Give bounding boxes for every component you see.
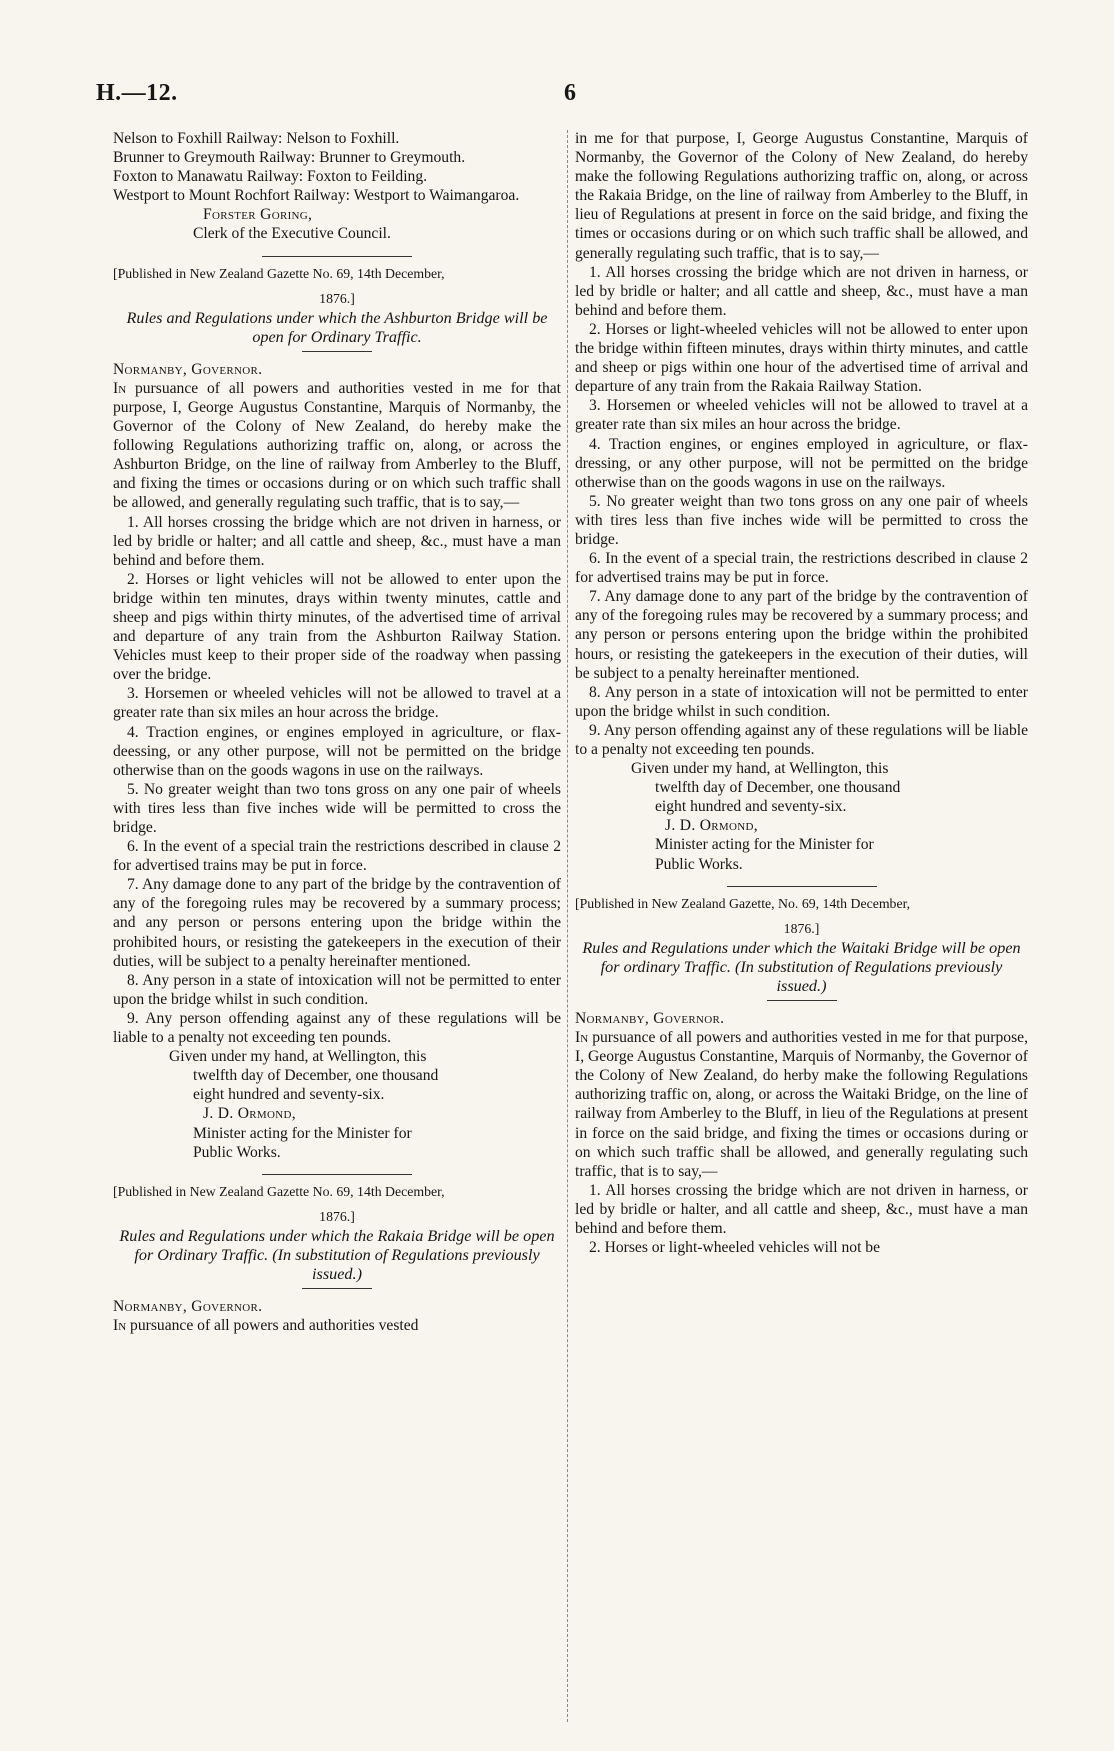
- publication-year: 1876.]: [319, 1208, 355, 1224]
- preamble-text: pursuance of all powers and authorities vested: [126, 1317, 419, 1335]
- given-line: eight hundred and seventy-six.: [655, 798, 847, 816]
- clause: 7. Any damage done to any part of the bridge by the contravention of any of the foregoing rules may be recovered by a summary process; and any person or persons entering upon the bridge within the prohibited hours, or resisting the gatekeepers in the execution of their duties, will be subject to a penalty hereinafter mentioned.: [113, 876, 561, 970]
- publication-year: 1876.]: [319, 290, 355, 306]
- preamble-text: pursuance of all powers and authorities vested in me for that purpose, I, George Augustus Constantine, Marquis of Normanby, the Governor of the Colony of New Zealand, do hereby make the following Regulations authorizing traffic on, along, or across the Ashburton Bridge, on the line of railway from Amberley to the Bluff, and fixing the times or occasions during or on which such traffic shall be allowed, and generally regulating such traffic, that is to say,—: [113, 379, 561, 512]
- preamble-initial: In: [113, 379, 127, 397]
- given-line: eight hundred and seventy-six.: [193, 1086, 385, 1104]
- given-line: twelfth day of December, one thousand: [193, 1067, 439, 1085]
- clause: 2. Horses or light vehicles will not be allowed to enter upon the bridge within ten minutes, drays within twenty minutes, cattle and sheep and pigs within thirty minutes, of the advertised time of arrival and departure of any train from the Ashburton Railway Station. Vehicles must keep to their proper side of the roadway when passing over the bridge.: [113, 570, 561, 684]
- clause: 7. Any damage done to any part of the bridge by the contravention of any of the foregoing rules may be recovered by a summary process; and any person or persons entering upon the bridge within the prohibited hours, or resisting the gatekeepers in the execution of their duties, will be subject to a penalty hereinafter mentioned.: [575, 588, 1028, 682]
- preamble-text: pursuance of all powers and authorities vested in me for that purpose, I, George Augustus Constantine, Marquis of Normanby, the Governor of the Colony of New Zealand, do herby make the following Regulations authorizing traffic on, along, or across the Waitaki Bridge, on the line of railway from Amberley to the Bluff, in lieu of the Regulations at present in force on the said bridge, and fixing the times or occasions during or on which such traffic shall be allowed, and generally regulating such traffic, that is to say,—: [575, 1029, 1028, 1180]
- title-rule: [767, 1000, 837, 1001]
- signatory-name: J. D. Ormond,: [203, 1105, 296, 1123]
- clause: 3. Horsemen or wheeled vehicles will not be allowed to travel at a greater rate than six miles an hour across the bridge.: [113, 685, 561, 722]
- clause: 4. Traction engines, or engines employed in agriculture, or flax-deessing, or any other purpose, will not be permitted on the bridge otherwise than on the goods wagons in use on the railways.: [113, 723, 561, 779]
- clause: 5. No greater weight than two tons gross on any one pair of wheels with tires less than five inches wide will be permitted to cross the bridge.: [575, 492, 1028, 548]
- clause: 1. All horses crossing the bridge which are not driven in harness, or led by bridle or halter; and all cattle and sheep, &c., must have a man behind and before them.: [575, 263, 1028, 319]
- given-line: twelfth day of December, one thousand: [655, 779, 901, 797]
- regulation-title: Rules and Regulations under which the Waitaki Bridge will be open for ordinary Traffic. (In substitution of Regulations previously issued.): [582, 938, 1021, 995]
- title-rule: [302, 351, 372, 352]
- right-column: [575, 129, 1028, 1257]
- signatory-title: Public Works.: [193, 1143, 281, 1161]
- preamble-initial: In: [113, 1317, 127, 1335]
- signatory-name: Forster Goring,: [203, 206, 313, 224]
- document-reference: H.—12.: [96, 80, 178, 106]
- railway-item: Westport to Mount Rochfort Railway: Westport to Waimangaroa.: [113, 187, 520, 205]
- clause: 2. Horses or light-wheeled vehicles will not be allowed to enter upon the bridge within fifteen minutes, drays within thirty minutes, and cattle and sheep or pigs within one hour of the advertised time of arrival and departure of any train from the Rakaia Railway Station.: [575, 320, 1028, 396]
- section-divider: [727, 886, 877, 887]
- regulation-title: Rules and Regulations under which the Rakaia Bridge will be open for Ordinary Traffic. (In substitution of Regulations previously issued.): [119, 1226, 555, 1283]
- clause: 4. Traction engines, or engines employed in agriculture, or flax-dressing, or any other purpose, will not be permitted on the bridge otherwise than on the goods wagons in use on the railways.: [575, 435, 1028, 491]
- preamble: [575, 1028, 1028, 1181]
- clause: 8. Any person in a state of intoxication will not be permitted to enter upon the bridge whilst in such condition.: [575, 683, 1028, 720]
- publication-note: [Published in New Zealand Gazette No. 69, 14th December,: [113, 1183, 445, 1199]
- preamble-initial: In: [575, 1029, 589, 1047]
- preamble-continued: in me for that purpose, I, George Augustus Constantine, Marquis of Normanby, the Governor of the Colony of New Zealand, do hereby make the following Regulations authorizing traffic on, along, or across the Rakaia Bridge, on the line of railway from Amberley to the Bluff, in lieu of Regulations at present in force on the said bridge, and fixing the times or occasions during or on which such traffic shall be allowed, and generally regulating such traffic, that is to say,—: [575, 130, 1028, 262]
- publication-note: [Published in New Zealand Gazette No. 69, 14th December,: [113, 265, 445, 281]
- signatory-title: Clerk of the Executive Council.: [193, 225, 391, 243]
- clause: 6. In the event of a special train, the restrictions described in clause 2 for advertised trains may be put in force.: [575, 550, 1028, 587]
- left-column: [113, 129, 561, 1335]
- clause: 9. Any person offending against any of these regulations will be liable to a penalty not exceeding ten pounds.: [113, 1009, 561, 1047]
- preamble: [113, 379, 561, 513]
- column-divider: [567, 130, 568, 1722]
- clause: 3. Horsemen or wheeled vehicles will not be allowed to travel at a greater rate than six miles an hour across the bridge.: [575, 397, 1028, 434]
- title-rule: [302, 1288, 372, 1289]
- railway-item: Brunner to Greymouth Railway: Brunner to Greymouth.: [113, 149, 466, 167]
- signatory-name: J. D. Ormond,: [665, 817, 758, 835]
- clause: 8. Any person in a state of intoxication will not be permitted to enter upon the bridge whilst in such condition.: [113, 971, 561, 1008]
- clause: 9. Any person offending against any of these regulations will be liable to a penalty not exceeding ten pounds.: [575, 721, 1028, 758]
- clause: 2. Horses or light-wheeled vehicles will not be: [589, 1239, 881, 1257]
- clause: 1. All horses crossing the bridge which are not driven in harness, or led by bridle or halter; and all cattle and sheep, &c., must have a man behind and before them.: [113, 513, 561, 569]
- preamble: [113, 1316, 561, 1335]
- signatory-title: Minister acting for the Minister for: [655, 836, 874, 854]
- clause: 6. In the event of a special train the restrictions described in clause 2 for advertised trains may be put in force.: [113, 838, 561, 875]
- railway-item: Foxton to Manawatu Railway: Foxton to Feilding.: [113, 168, 428, 186]
- railway-item: Nelson to Foxhill Railway: Nelson to Foxhill.: [113, 130, 400, 147]
- publication-year: 1876.]: [783, 920, 820, 936]
- given-line: Given under my hand, at Wellington, this: [631, 760, 889, 778]
- signatory-title: Minister acting for the Minister for: [193, 1124, 412, 1142]
- signatory-title: Public Works.: [655, 855, 743, 873]
- governor-line: Normanby, Governor.: [575, 1009, 725, 1027]
- given-line: Given under my hand, at Wellington, this: [169, 1048, 427, 1066]
- governor-line: Normanby, Governor.: [113, 360, 263, 378]
- section-divider: [262, 1174, 412, 1175]
- section-divider: [262, 256, 412, 257]
- governor-line: Normanby, Governor.: [113, 1297, 263, 1315]
- clause: 1. All horses crossing the bridge which are not driven in harness, or led by bridle or halter, and all cattle and sheep, &c., must have a man behind and before them.: [575, 1181, 1028, 1237]
- clause: 5. No greater weight than two tons gross on any one pair of wheels with tires less than five inches wide will be permitted to cross the bridge.: [113, 780, 561, 836]
- regulation-title: Rules and Regulations under which the Ashburton Bridge will be open for Ordinary Traffic.: [126, 308, 548, 346]
- page-number: 6: [564, 80, 576, 106]
- publication-note: [Published in New Zealand Gazette, No. 69, 14th December,: [575, 895, 911, 911]
